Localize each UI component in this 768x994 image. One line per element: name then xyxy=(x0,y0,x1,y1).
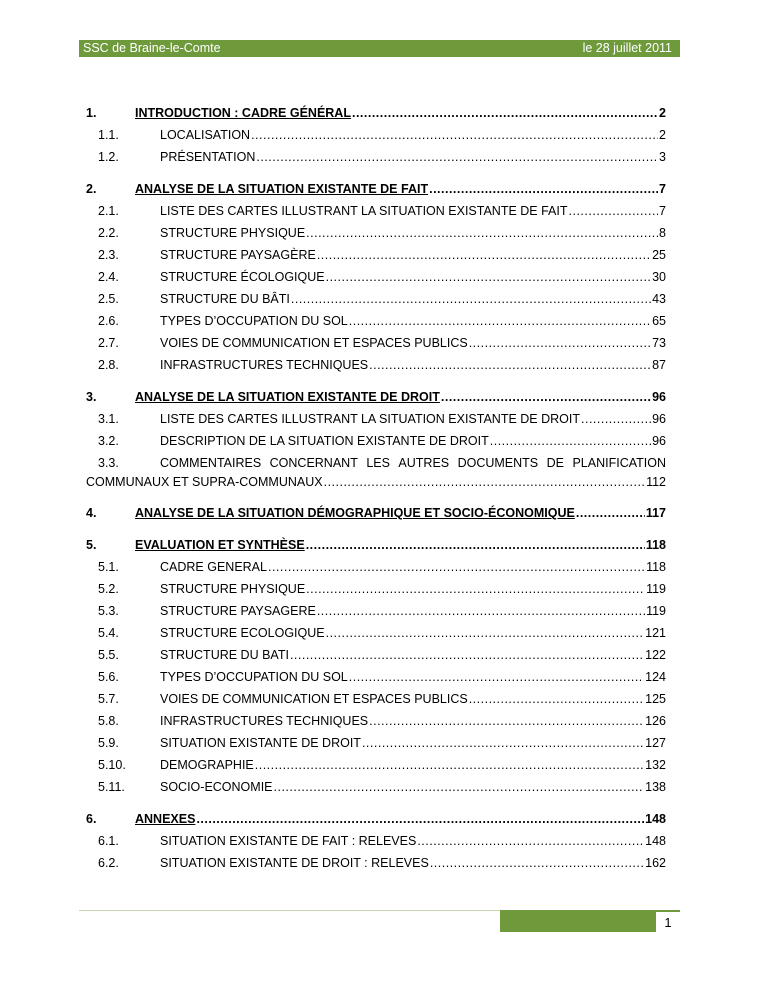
toc-entry-title-line1 xyxy=(160,456,666,470)
toc-entry-page: 132 xyxy=(645,758,666,772)
toc-gap xyxy=(86,374,666,384)
toc-leader-dots xyxy=(576,506,645,520)
toc-leader-dots xyxy=(569,204,659,218)
toc-entry-subsection[interactable] xyxy=(86,198,666,220)
toc-entry-number: 5.2. xyxy=(98,582,119,596)
toc-entry-number: 2.1. xyxy=(98,204,119,218)
toc-entry-number: 5.4. xyxy=(98,626,119,640)
toc-entry-page: 65 xyxy=(652,314,666,328)
toc-leader-dots xyxy=(251,128,658,142)
toc-entry-title: SOCIO-ECONOMIE xyxy=(160,780,273,794)
toc-entry-page: 2 xyxy=(659,128,666,142)
toc-leader-dots xyxy=(306,226,658,240)
toc-leader-dots xyxy=(317,604,645,618)
toc-entry-page: 148 xyxy=(645,834,666,848)
toc-leader-dots xyxy=(349,670,644,684)
toc-entry-subsection[interactable] xyxy=(86,144,666,166)
table-of-contents xyxy=(86,100,666,872)
toc-entry-page: 122 xyxy=(645,648,666,662)
toc-title-word: COMMENTAIRES xyxy=(160,456,262,470)
toc-leader-dots xyxy=(290,648,644,662)
toc-leader-dots xyxy=(369,714,644,728)
toc-entry-subsection[interactable] xyxy=(86,708,666,730)
toc-leader-dots xyxy=(362,736,644,750)
toc-entry-title: STRUCTURE DU BÂTI xyxy=(160,292,290,306)
toc-gap xyxy=(86,166,666,176)
toc-leader-dots xyxy=(326,270,651,284)
toc-gap xyxy=(86,522,666,532)
toc-entry-subsection[interactable] xyxy=(86,122,666,144)
toc-entry-chapter[interactable] xyxy=(86,100,666,122)
toc-entry-chapter[interactable] xyxy=(86,500,666,522)
toc-entry-title: DEMOGRAPHIE xyxy=(160,758,254,772)
toc-entry-number: 2.7. xyxy=(98,336,119,350)
toc-entry-chapter[interactable] xyxy=(86,176,666,198)
toc-entry-page: 96 xyxy=(652,390,666,404)
toc-leader-dots xyxy=(369,358,651,372)
toc-entry-number: 5.10. xyxy=(98,758,126,772)
toc-entry-number: 1.1. xyxy=(98,128,119,142)
toc-entry-title: TYPES D’OCCUPATION DU SOL xyxy=(160,670,348,684)
toc-entry-page: 7 xyxy=(659,182,666,196)
toc-entry-subsection[interactable] xyxy=(86,308,666,330)
toc-entry-subsection[interactable] xyxy=(86,620,666,642)
toc-entry-number: 1.2. xyxy=(98,150,119,164)
toc-entry-page: 119 xyxy=(646,604,666,618)
toc-entry-title: VOIES DE COMMUNICATION ET ESPACES PUBLICS xyxy=(160,336,468,350)
toc-entry-subsection[interactable] xyxy=(86,352,666,374)
toc-entry-subsection[interactable] xyxy=(86,828,666,850)
toc-title-word: DE xyxy=(546,456,564,470)
toc-leader-dots xyxy=(306,582,645,596)
toc-entry-title: LOCALISATION xyxy=(160,128,251,142)
toc-leader-dots xyxy=(274,780,645,794)
toc-leader-dots xyxy=(326,626,645,640)
toc-entry-title: CADRE GENERAL xyxy=(160,560,267,574)
toc-leader-dots xyxy=(196,812,644,826)
toc-leader-dots xyxy=(256,150,658,164)
toc-entry-number: 5.5. xyxy=(98,648,119,662)
toc-entry-page: 43 xyxy=(652,292,666,306)
toc-entry-number: 2.8. xyxy=(98,358,119,372)
toc-entry-number: 2.3. xyxy=(98,248,119,262)
toc-entry-number: 1. xyxy=(86,106,97,120)
header-date: le 28 juillet 2011 xyxy=(582,41,672,55)
toc-entry-number: 5.3. xyxy=(98,604,119,618)
header-document-title: SSC de Braine-le-Comte xyxy=(83,41,221,55)
toc-entry-subsection[interactable] xyxy=(86,774,666,796)
toc-entry-chapter[interactable] xyxy=(86,806,666,828)
toc-entry-title: LISTE DES CARTES ILLUSTRANT LA SITUATION EXISTANTE DE DROIT xyxy=(160,412,580,426)
toc-entry-title: STRUCTURE PAYSAGÈRE xyxy=(160,248,316,262)
toc-entry-subsection[interactable] xyxy=(86,850,666,872)
toc-leader-dots xyxy=(255,758,644,772)
toc-entry-page: 126 xyxy=(645,714,666,728)
toc-entry-number: 6.1. xyxy=(98,834,119,848)
toc-entry-number: 2.5. xyxy=(98,292,119,306)
toc-leader-dots xyxy=(490,434,651,448)
toc-entry-subsection[interactable] xyxy=(86,554,666,576)
toc-entry-subsection[interactable] xyxy=(86,730,666,752)
toc-entry-title: STRUCTURE DU BATI xyxy=(160,648,289,662)
toc-entry-page: 112 xyxy=(646,475,666,489)
toc-entry-subsection[interactable] xyxy=(86,330,666,352)
toc-entry-title: INTRODUCTION : CADRE GÉNÉRAL xyxy=(135,106,351,120)
toc-entry-number: 3.2. xyxy=(98,434,119,448)
toc-entry-title: ANALYSE DE LA SITUATION EXISTANTE DE FAIT xyxy=(135,182,429,196)
toc-leader-dots xyxy=(430,856,644,870)
toc-entry-title: SITUATION EXISTANTE DE FAIT : RELEVES xyxy=(160,834,417,848)
toc-leader-dots xyxy=(581,412,651,426)
toc-entry-subsection[interactable] xyxy=(86,752,666,774)
toc-leader-dots xyxy=(417,834,644,848)
toc-entry-number: 5.8. xyxy=(98,714,119,728)
toc-title-word: LES xyxy=(366,456,390,470)
toc-entry-page: 118 xyxy=(646,560,666,574)
toc-entry-subsection[interactable] xyxy=(86,220,666,242)
toc-leader-dots xyxy=(469,336,651,350)
toc-leader-dots xyxy=(317,248,651,262)
toc-entry-chapter[interactable] xyxy=(86,384,666,406)
toc-entry-page: 121 xyxy=(645,626,666,640)
toc-entry-subsection[interactable] xyxy=(86,664,666,686)
toc-entry-page: 73 xyxy=(652,336,666,350)
toc-entry-subsection[interactable] xyxy=(86,242,666,264)
toc-entry-page: 2 xyxy=(659,106,666,120)
toc-entry-title: ANALYSE DE LA SITUATION DÉMOGRAPHIQUE ET SOCIO-ÉCONOMIQUE xyxy=(135,506,575,520)
toc-entry-number: 2. xyxy=(86,182,97,196)
toc-entry-page: 96 xyxy=(652,412,666,426)
toc-entry-number: 3.1. xyxy=(98,412,119,426)
toc-entry-subsection[interactable] xyxy=(86,286,666,308)
footer-accent-bar xyxy=(500,910,680,932)
toc-leader-dots xyxy=(349,314,651,328)
toc-entry-title: STRUCTURE ECOLOGIQUE xyxy=(160,626,325,640)
toc-entry-page: 138 xyxy=(645,780,666,794)
toc-entry-page: 3 xyxy=(659,150,666,164)
toc-entry-number: 2.2. xyxy=(98,226,119,240)
toc-entry-page: 148 xyxy=(645,812,666,826)
toc-entry-title: STRUCTURE ÉCOLOGIQUE xyxy=(160,270,325,284)
toc-leader-dots xyxy=(469,692,644,706)
toc-entry-chapter[interactable] xyxy=(86,532,666,554)
toc-entry-title: DESCRIPTION DE LA SITUATION EXISTANTE DE DROIT xyxy=(160,434,489,448)
toc-entry-number: 6. xyxy=(86,812,97,826)
toc-entry-title: LISTE DES CARTES ILLUSTRANT LA SITUATION EXISTANTE DE FAIT xyxy=(160,204,568,218)
toc-leader-dots xyxy=(324,475,645,489)
toc-entry-title: STRUCTURE PHYSIQUE xyxy=(160,582,306,596)
toc-leader-dots xyxy=(291,292,651,306)
toc-entry-number: 5.9. xyxy=(98,736,119,750)
toc-entry-title: INFRASTRUCTURES TECHNIQUES xyxy=(160,714,369,728)
toc-entry-title: ANALYSE DE LA SITUATION EXISTANTE DE DROIT xyxy=(135,390,440,404)
toc-entry-title: SITUATION EXISTANTE DE DROIT xyxy=(160,736,361,750)
toc-leader-dots xyxy=(429,182,658,196)
toc-entry-number: 2.4. xyxy=(98,270,119,284)
toc-entry-title: SITUATION EXISTANTE DE DROIT : RELEVES xyxy=(160,856,429,870)
toc-leader-dots xyxy=(352,106,658,120)
toc-entry-title: INFRASTRUCTURES TECHNIQUES xyxy=(160,358,369,372)
toc-entry-subsection[interactable] xyxy=(86,428,666,450)
toc-entry-number: 4. xyxy=(86,506,97,520)
toc-entry-number: 5.7. xyxy=(98,692,119,706)
toc-entry-page: 127 xyxy=(645,736,666,750)
toc-entry-page: 124 xyxy=(645,670,666,684)
toc-entry-page: 162 xyxy=(645,856,666,870)
toc-entry-subsection[interactable] xyxy=(86,264,666,286)
toc-entry-title: ANNEXES xyxy=(135,812,196,826)
toc-entry-page: 118 xyxy=(645,538,666,552)
toc-gap xyxy=(86,796,666,806)
toc-entry-page: 30 xyxy=(652,270,666,284)
toc-entry-page: 25 xyxy=(652,248,666,262)
toc-entry-page: 7 xyxy=(659,204,666,218)
toc-entry-subsection[interactable] xyxy=(86,406,666,428)
toc-title-word: AUTRES xyxy=(398,456,450,470)
toc-entry-number: 2.6. xyxy=(98,314,119,328)
toc-leader-dots xyxy=(441,390,651,404)
toc-entry-page: 96 xyxy=(652,434,666,448)
toc-entry-title: TYPES D’OCCUPATION DU SOL xyxy=(160,314,348,328)
toc-entry-subsection[interactable] xyxy=(86,576,666,598)
toc-entry-page: 87 xyxy=(652,358,666,372)
toc-title-word: CONCERNANT xyxy=(269,456,358,470)
toc-entry-number: 5. xyxy=(86,538,97,552)
toc-gap xyxy=(86,490,666,500)
toc-entry-subsection[interactable] xyxy=(86,686,666,708)
toc-entry-subsection[interactable] xyxy=(86,450,666,490)
toc-entry-page: 119 xyxy=(646,582,666,596)
toc-entry-page: 117 xyxy=(645,506,666,520)
toc-entry-title: STRUCTURE PAYSAGERE xyxy=(160,604,316,618)
toc-title-word: DOCUMENTS xyxy=(457,456,539,470)
toc-leader-dots xyxy=(306,538,645,552)
toc-entry-title: EVALUATION ET SYNTHÈSE xyxy=(135,538,305,552)
toc-entry-subsection[interactable] xyxy=(86,598,666,620)
toc-entry-number: 3. xyxy=(86,390,97,404)
toc-entry-subsection[interactable] xyxy=(86,642,666,664)
toc-title-word: PLANIFICATION xyxy=(572,456,666,470)
toc-entry-number: 5.11. xyxy=(98,780,125,794)
toc-entry-number: 5.1. xyxy=(98,560,119,574)
toc-entry-page: 8 xyxy=(659,226,666,240)
toc-entry-page: 125 xyxy=(645,692,666,706)
toc-leader-dots xyxy=(268,560,645,574)
toc-entry-number: 3.3. xyxy=(98,456,119,470)
toc-entry-title: PRÉSENTATION xyxy=(160,150,256,164)
page-number: 1 xyxy=(656,912,680,934)
toc-entry-number: 6.2. xyxy=(98,856,119,870)
toc-entry-title: VOIES DE COMMUNICATION ET ESPACES PUBLICS xyxy=(160,692,468,706)
toc-entry-title: STRUCTURE PHYSIQUE xyxy=(160,226,306,240)
toc-entry-title-line2: COMMUNAUX ET SUPRA-COMMUNAUX xyxy=(86,475,323,489)
page-header xyxy=(79,40,680,57)
toc-entry-number: 5.6. xyxy=(98,670,119,684)
